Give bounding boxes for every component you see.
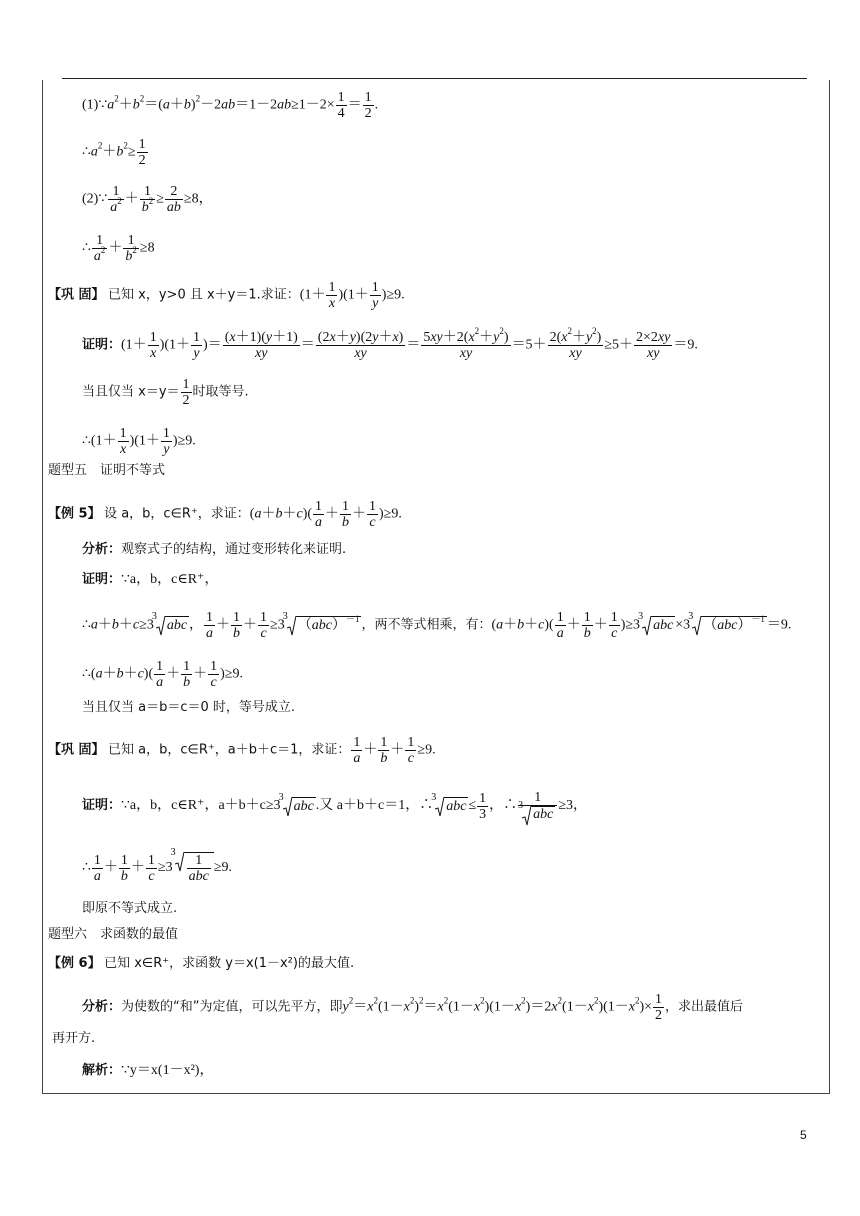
example5-label: 【例 5】 [48,506,101,522]
multiply-text: ，两不等式相乘，有： [361,617,492,633]
consolidate-2-proof: 证明：∵a，b，c∈R⁺，a＋b＋c≥3 3 abc .又 a＋b＋c＝1，∴ 3 abc ≤ $\frac{1}{3}$ ，∴ 1 3 abc ≥3， [82,790,587,822]
example-5-proof-step: ∴a＋b＋c≥3 3 abc ， $\frac{1}{a}$ ＋ $\frac{1}{b}$ ＋ $\frac{1}{c}$ ≥3 3 （abc）$^{-1}$ ，两不等式相乘，有：(a＋b＋c)( $\frac{1}{a}$ ＋ $\frac{1}{b}$ ＋ $\frac{1}{c}$ )≥3 3 abc ×3 3 （abc）$^{-1}$ ＝9. [82,610,792,641]
line-part1: $(1)\because a^2+b^2=(a+b)^2-2ab=1-2ab\ge 1-2\times$ $\frac{1}{4}$ ＝ $\frac{1}{2}$ . [82,90,379,121]
analysis-text: 观察式子的结构，通过变形转化来证明. [121,542,347,557]
example-6-analysis: 分析：为使数的“和”为定值，可以先平方，即$y^2=x^2(1-x^2)^2=x^2(1-x^2)(1-x^2)=2x^2(1-x^2)(1-x^2)\times$ $\frac{1}{2}$ ，求出最值后 [82,992,744,1023]
proof-label: 证明： [82,572,122,587]
consolidate-2-step: ∴ $\frac{1}{a}$ ＋ $\frac{1}{b}$ ＋ $\frac{1}{c}$ ≥3 3 1 abc ≥9. [82,847,233,884]
consolidate-2-proof-text: ∵a，b，c∈R⁺，a＋b＋c≥3 [121,798,281,814]
ex6-analysis-end: ，求出最值后 [665,999,744,1015]
ex6-analysis-text: 为使数的“和”为定值，可以先平方，即 [121,999,343,1015]
consolidate-2-conclusion: 即原不等式成立. [82,901,178,916]
equality-text-end: 时取等号. [192,384,249,400]
equality-text: 当且仅当 x＝y＝ [82,384,180,400]
consolidate-2: 【巩 固】 已知 a，b，c∈R⁺，a＋b＋c＝1，求证： $\frac{1}{a}$ ＋ $\frac{1}{b}$ ＋ $\frac{1}{c}$ ≥9. [48,735,436,766]
line-part2: (2)∵ $\frac{1}{a^2}$ ＋ $\frac{1}{b^2}$ ≥ $\frac{2}{ab}$ ≥8， [82,184,213,215]
example-5-proof [82,571,218,589]
example5-statement: 设 a，b，c∈R⁺，求证： [104,506,250,522]
consolidate-label: 【巩 固】 [48,742,105,758]
consolidate-1-proof: 证明：(1＋ $\frac{1}{x}$ )(1＋ $\frac{1}{y}$ )＝ $\frac{(x+1)(y+1)}{xy}$ ＝ $\frac{(2x+y)(2y+x)}{xy}$ ＝ $\frac{5xy+2(x^2+y^2)}{xy}$ ＝5＋ $\frac{2(x^2+y^2)}{xy}$ ≥5＋ $\frac{2\times 2xy}{xy}$ ＝9. [82,326,698,361]
line-part1-conclusion: $\therefore a^2+b^2\ge$ $\frac{1}{2}$ [82,137,146,168]
example6-label: 【例 6】 [48,956,101,971]
consolidate-1-equality: 当且仅当 x＝y＝ $\frac{1}{2}$ 时取等号. [82,377,249,408]
consolidate-2-statement: 已知 a，b，c∈R⁺，a＋b＋c＝1，求证： [108,742,351,758]
header-rule [62,78,807,79]
example-5-conclusion: ∴(a＋b＋c)( $\frac{1}{a}$ ＋ $\frac{1}{b}$ ＋ $\frac{1}{c}$ )≥9. [82,659,243,690]
solution-label: 解析： [82,1063,122,1078]
line-part2-conclusion: ∴ $\frac{1}{a^2}$ ＋ $\frac{1}{b^2}$ ≥8 [82,233,155,264]
consolidate-2-proof-mid: .又 a＋b＋c＝1，∴ [315,798,434,814]
analysis-label: 分析： [82,999,122,1015]
topic-5-heading: 题型五 证明不等式 [48,463,166,478]
example-6-analysis-cont: 再开方. [52,1031,96,1046]
part2-label: (2)∵ [82,191,108,207]
proof-label: 证明： [82,798,122,814]
example-5-equality: 当且仅当 a＝b＝c＝0 时，等号成立. [82,700,296,715]
part1-label: (1)∵ [82,97,108,113]
consolidate-label: 【巩 固】 [48,287,105,303]
example-5: 【例 5】 设 a，b，c∈R⁺，求证：(a＋b＋c)( $\frac{1}{a}$ ＋ $\frac{1}{b}$ ＋ $\frac{1}{c}$ )≥9. [48,499,402,530]
topic-6-heading: 题型六 求函数的最值 [48,927,179,942]
example-5-analysis [82,541,346,559]
example6-statement: 已知 x∈R⁺，求函数 y＝x(1－x²)的最大值. [104,956,355,971]
solution-text: ∵y＝x(1－x²)， [121,1063,214,1078]
page-number: 5 [800,1128,807,1142]
proof-text: ∵a，b，c∈R⁺， [121,572,219,587]
example-6 [48,955,354,973]
consolidate-1: 【巩 固】 已知 x，y>0 且 x＋y＝1.求证：(1＋ $\frac{1}{x}$ )(1＋ $\frac{1}{y}$ )≥9. [48,280,405,311]
proof-label: 证明： [82,337,122,353]
example-6-solution [82,1062,213,1080]
consolidate-1-conclusion: ∴(1＋ $\frac{1}{x}$ )(1＋ $\frac{1}{y}$ )≥9. [82,426,196,457]
consolidate-1-statement: 已知 x，y>0 且 x＋y＝1.求证： [108,287,300,303]
analysis-label: 分析： [82,542,122,557]
